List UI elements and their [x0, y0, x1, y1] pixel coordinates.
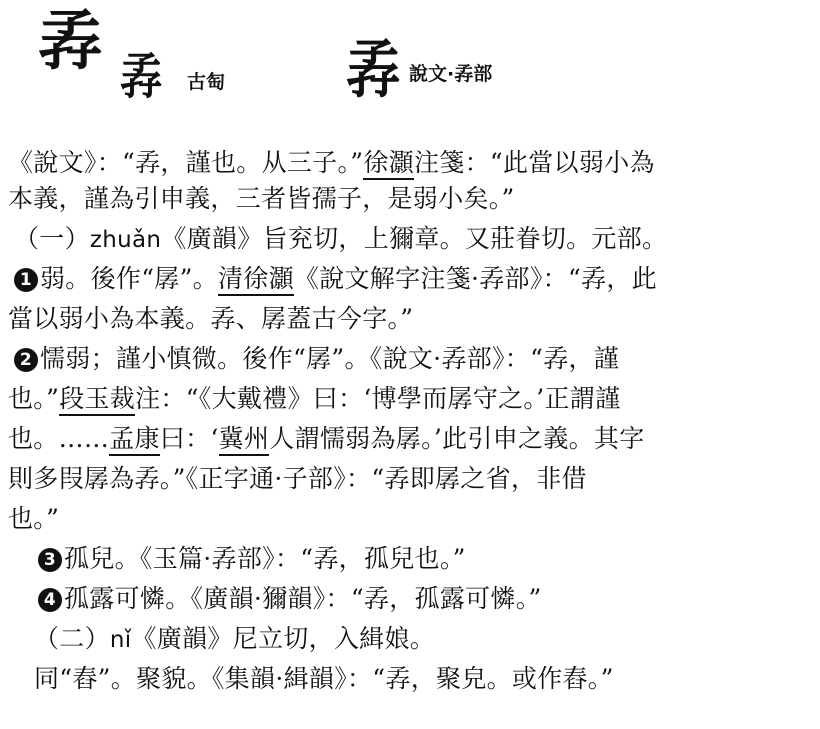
head-character: 孨	[38, 4, 102, 79]
shuowen-seal-glyph: 孨	[346, 32, 400, 106]
entry-line	[34, 624, 435, 654]
entry-text: （一）	[14, 224, 90, 253]
pinyin-reading: nǐ	[109, 627, 132, 653]
entry-text: 同“舂”。聚貌。《集韻·緝韻》：“孨，聚皃。或作舂。”	[34, 664, 614, 693]
entry-text: 弱。後作“孱”。	[40, 264, 218, 293]
entry-text: 《廣韻》旨兖切，上獮章。又莊眷切。元部。	[161, 224, 668, 253]
entry-text: 則多叚孱為孨。”《正字通·子部》：“孨即孱之省，非借	[8, 464, 587, 493]
entry-text: 孤兒。《玉篇·孨部》：“孨，孤兒也。”	[64, 544, 466, 573]
entry-text: 本義，謹為引申義，三者皆孺子，是弱小矣。”	[8, 184, 515, 213]
entry-text: 孤露可憐。《廣韻·獮韻》：“孨，孤露可憐。”	[64, 584, 542, 613]
entry-line	[14, 264, 657, 294]
entry-line	[8, 504, 59, 534]
entry-text: 懦弱；謹小慎微。後作“孱”。《說文·孨部》：“孨，謹	[40, 344, 620, 373]
entry-line	[8, 304, 413, 334]
entry-line	[14, 344, 619, 374]
sense-number-badge: 3	[38, 548, 62, 572]
entry-text: 《說文》：“孨，謹也。从三子。”	[8, 148, 364, 177]
entry-text: 《廣韻》尼立切，入緝娘。	[131, 624, 436, 653]
entry-text: 人謂懦弱為孱。’此引申之義。其字	[269, 424, 645, 453]
entry-text: 也。”	[8, 504, 60, 533]
proper-name-underlined: 冀州	[219, 424, 270, 456]
proper-name-underlined: 徐灝	[243, 264, 294, 296]
sense-number-badge: 2	[14, 348, 38, 372]
proper-name-underlined: 孟康	[109, 424, 160, 456]
entry-text: 曰：‘	[159, 424, 219, 453]
entry-text: 也。……	[8, 424, 110, 453]
entry-line	[8, 384, 620, 414]
entry-line	[8, 424, 645, 454]
glyph-caption-pottery: 古匋	[187, 71, 226, 93]
ancient-pottery-glyph: 孨	[120, 48, 163, 105]
pinyin-reading: zhuǎn	[89, 227, 162, 253]
sense-number-badge: 4	[38, 588, 62, 612]
entry-line	[34, 664, 614, 694]
entry-text: 注：“《大戴禮》曰：‘博學而孱守之。’正謂謹	[135, 384, 621, 413]
entry-text: （二）	[34, 624, 110, 653]
proper-name-underlined: 徐灝	[363, 148, 414, 180]
entry-line	[14, 224, 667, 254]
entry-line	[8, 184, 515, 214]
proper-name-underlined: 清	[218, 264, 243, 296]
entry-line	[38, 584, 542, 614]
entry-text: 也。”	[8, 384, 60, 413]
sense-number-badge: 1	[14, 268, 38, 292]
entry-header	[0, 0, 820, 120]
entry-line	[8, 148, 655, 178]
entry-text: 注箋：“此當以弱小為	[413, 148, 655, 177]
glyph-caption-shuowen: 說文·孨部	[409, 63, 493, 85]
entry-text: 當以弱小為本義。孨、孱蓋古今字。”	[8, 304, 414, 333]
entry-line	[38, 544, 466, 574]
entry-text: 《說文解字注箋·孨部》：“孨，此	[293, 264, 657, 293]
proper-name-underlined: 段玉裁	[59, 384, 135, 416]
entry-line	[8, 464, 587, 494]
